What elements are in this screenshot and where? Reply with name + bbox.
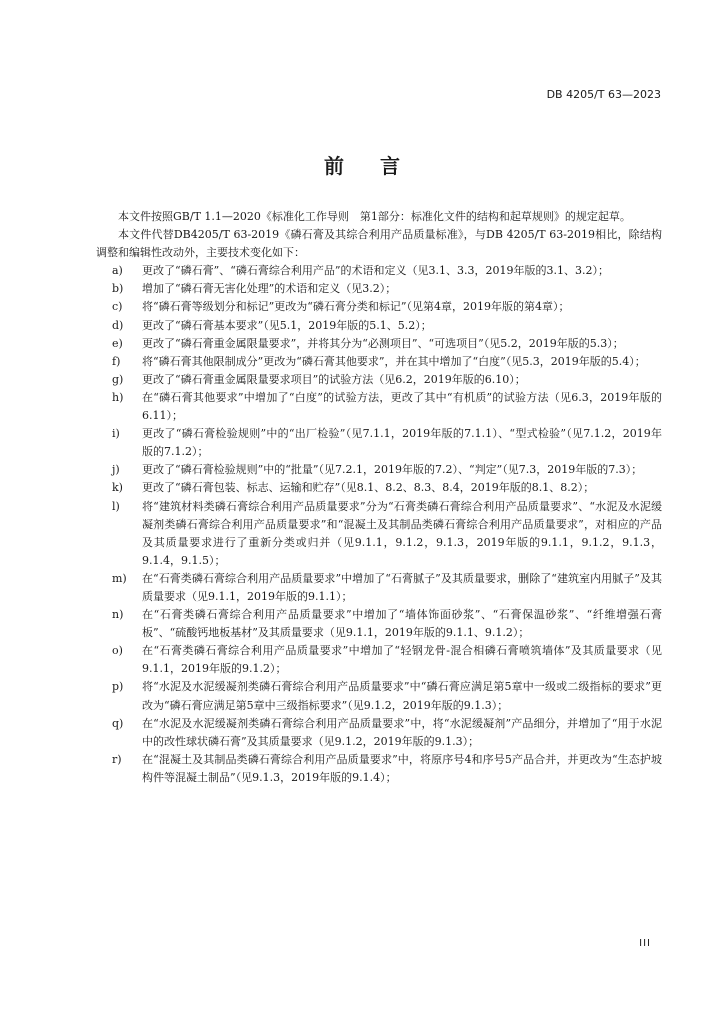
list-item-text: 更改了“磷石膏检验规则”中的“出厂检验”（见7.1.1，2019年版的7.1.1）、“型式检验”（见7.1.2，2019年版的7.1.2）；	[142, 427, 662, 459]
list-item-marker: b)	[112, 282, 124, 296]
list-item	[96, 335, 662, 353]
list-item	[96, 298, 662, 316]
list-item-text: 增加了“磷石膏无害化处理”的术语和定义（见3.2）；	[142, 282, 397, 296]
page-number: III	[639, 938, 651, 949]
list-item-marker: i)	[112, 427, 120, 441]
intro-paragraph: 本文件代替DB4205/T 63-2019《磷石膏及其综合利用产品质量标准》，与DB 4205/T 63-2019相比，除结构调整和编辑性改动外，主要技术变化如下：	[96, 228, 662, 260]
list-item-text: 在“混凝土及其制品类磷石膏综合利用产品质量要求”中，将原序号4和序号5产品合并，并更改为“生态护坡构件等混凝土制品”（见9.1.3，2019年版的9.1.4）；	[142, 752, 662, 784]
change-list	[96, 262, 662, 787]
list-item-text: 将“磷石膏其他限制成分”更改为“磷石膏其他要求”，并在其中增加了“白度”（见5.3，2019年版的5.4）；	[142, 354, 646, 368]
list-item	[96, 371, 662, 389]
list-item	[96, 479, 662, 497]
list-item-marker: p)	[112, 680, 124, 694]
list-item	[96, 425, 662, 461]
list-item	[96, 461, 662, 479]
list-item-marker: a)	[112, 264, 123, 278]
list-item-text: 在“石膏类磷石膏综合利用产品质量要求”中增加了“墙体饰面砂浆”、“石膏保温砂浆”、“纤维增强石膏板”、“硫酸钙地板基材”及其质量要求（见9.1.1，2019年版的9.1.1、9.1.2）；	[142, 608, 662, 640]
list-item-marker: m)	[112, 571, 127, 585]
list-item	[96, 262, 662, 280]
list-item	[96, 715, 662, 751]
list-item-marker: o)	[112, 644, 123, 658]
list-item	[96, 606, 662, 642]
list-item-marker: q)	[112, 716, 124, 730]
list-item-text: 更改了“磷石膏基本要求”（见5.1，2019年版的5.1、5.2）；	[142, 318, 432, 332]
list-item-text: 在“水泥及水泥缓凝剂类磷石膏综合利用产品质量要求”中，将“水泥缓凝剂”产品细分，并增加了“用于水泥中的改性球状磷石膏”及其质量要求（见9.1.2，2019年版的9.1.3）；	[142, 716, 662, 748]
list-item-text: 更改了“磷石膏重金属限量要求项目”的试验方法（见6.2，2019年版的6.10）；	[142, 372, 526, 386]
list-item-marker: c)	[112, 300, 123, 314]
intro-paragraph: 本文件按照GB/T 1.1—2020《标准化工作导则 第1部分：标准化文件的结构和起草规则》的规定起草。	[118, 210, 631, 223]
list-item-text: 更改了“磷石膏检验规则”中的“批量”（见7.2.1，2019年版的7.2）、“判定”（见7.3，2019年版的7.3）；	[142, 463, 643, 477]
list-item	[96, 389, 662, 425]
list-item-text: 将“建筑材料类磷石膏综合利用产品质量要求”分为“石膏类磷石膏综合利用产品质量要求”、“水泥及水泥缓凝剂类磷石膏综合利用产品质量要求”和“混凝土及其制品类磷石膏综合利用产品质量要求”，对相应的产品及其质量要求进行了重新分类或归并（见9.1.1，9.1.2，9.1.3，2019年版的9.1.1，9.1.2，9.1.3，9.1.4，9.1.5）；	[142, 499, 662, 567]
list-item-text: 将“水泥及水泥缓凝剂类磷石膏综合利用产品质量要求”中“磷石膏应满足第5章中一级或二级指标的要求”更改为“磷石膏应满足第5章中三级指标要求”（见9.1.2，2019年版的9.1.3）；	[142, 680, 662, 712]
list-item-marker: j)	[112, 463, 120, 477]
document-body	[96, 208, 662, 787]
list-item-text: 更改了“磷石膏重金属限量要求”，并将其分为“必测项目”、“可选项目”（见5.2，2019年版的5.3）；	[142, 336, 624, 350]
standard-code: DB 4205/T 63—2023	[546, 88, 661, 101]
list-item-marker: d)	[112, 318, 124, 332]
list-item-marker: e)	[112, 336, 123, 350]
list-item-marker: g)	[112, 372, 124, 386]
list-item-marker: f)	[112, 354, 121, 368]
list-item-text: 将“磷石膏等级划分和标记”更改为“磷石膏分类和标记”（见第4章，2019年版的第4章）；	[142, 300, 570, 314]
list-item-marker: h)	[112, 390, 124, 404]
list-item-text: 在“石膏类磷石膏综合利用产品质量要求”中增加了“轻钢龙骨-混合相磷石膏喷筑墙体”及其质量要求（见9.1.1，2019年版的9.1.2）；	[142, 644, 662, 676]
list-item-text: 更改了“磷石膏”、“磷石膏综合利用产品”的术语和定义（见3.1、3.3，2019年版的3.1、3.2）；	[142, 264, 609, 278]
list-item	[96, 678, 662, 714]
list-item-marker: k)	[112, 481, 123, 495]
list-item	[96, 642, 662, 678]
page-title: 前言	[324, 154, 436, 178]
list-item-marker: r)	[112, 752, 122, 766]
list-item	[96, 751, 662, 787]
list-item-marker: n)	[112, 608, 124, 622]
list-item	[96, 498, 662, 570]
list-item	[96, 570, 662, 606]
list-item-text: 在“石膏类磷石膏综合利用产品质量要求”中增加了“石膏腻子”及其质量要求，删除了“建筑室内用腻子”及其质量要求（见9.1.1，2019年版的9.1.1）；	[142, 571, 662, 603]
list-item	[96, 280, 662, 298]
list-item	[96, 353, 662, 371]
list-item	[96, 317, 662, 335]
list-item-text: 更改了“磷石膏包装、标志、运输和贮存”（见8.1、8.2、8.3、8.4，2019年版的8.1、8.2）；	[142, 481, 595, 495]
list-item-marker: l)	[112, 499, 120, 513]
list-item-text: 在“磷石膏其他要求”中增加了“白度”的试验方法，更改了其中“有机质”的试验方法（见6.3，2019年版的6.11）；	[142, 390, 662, 423]
